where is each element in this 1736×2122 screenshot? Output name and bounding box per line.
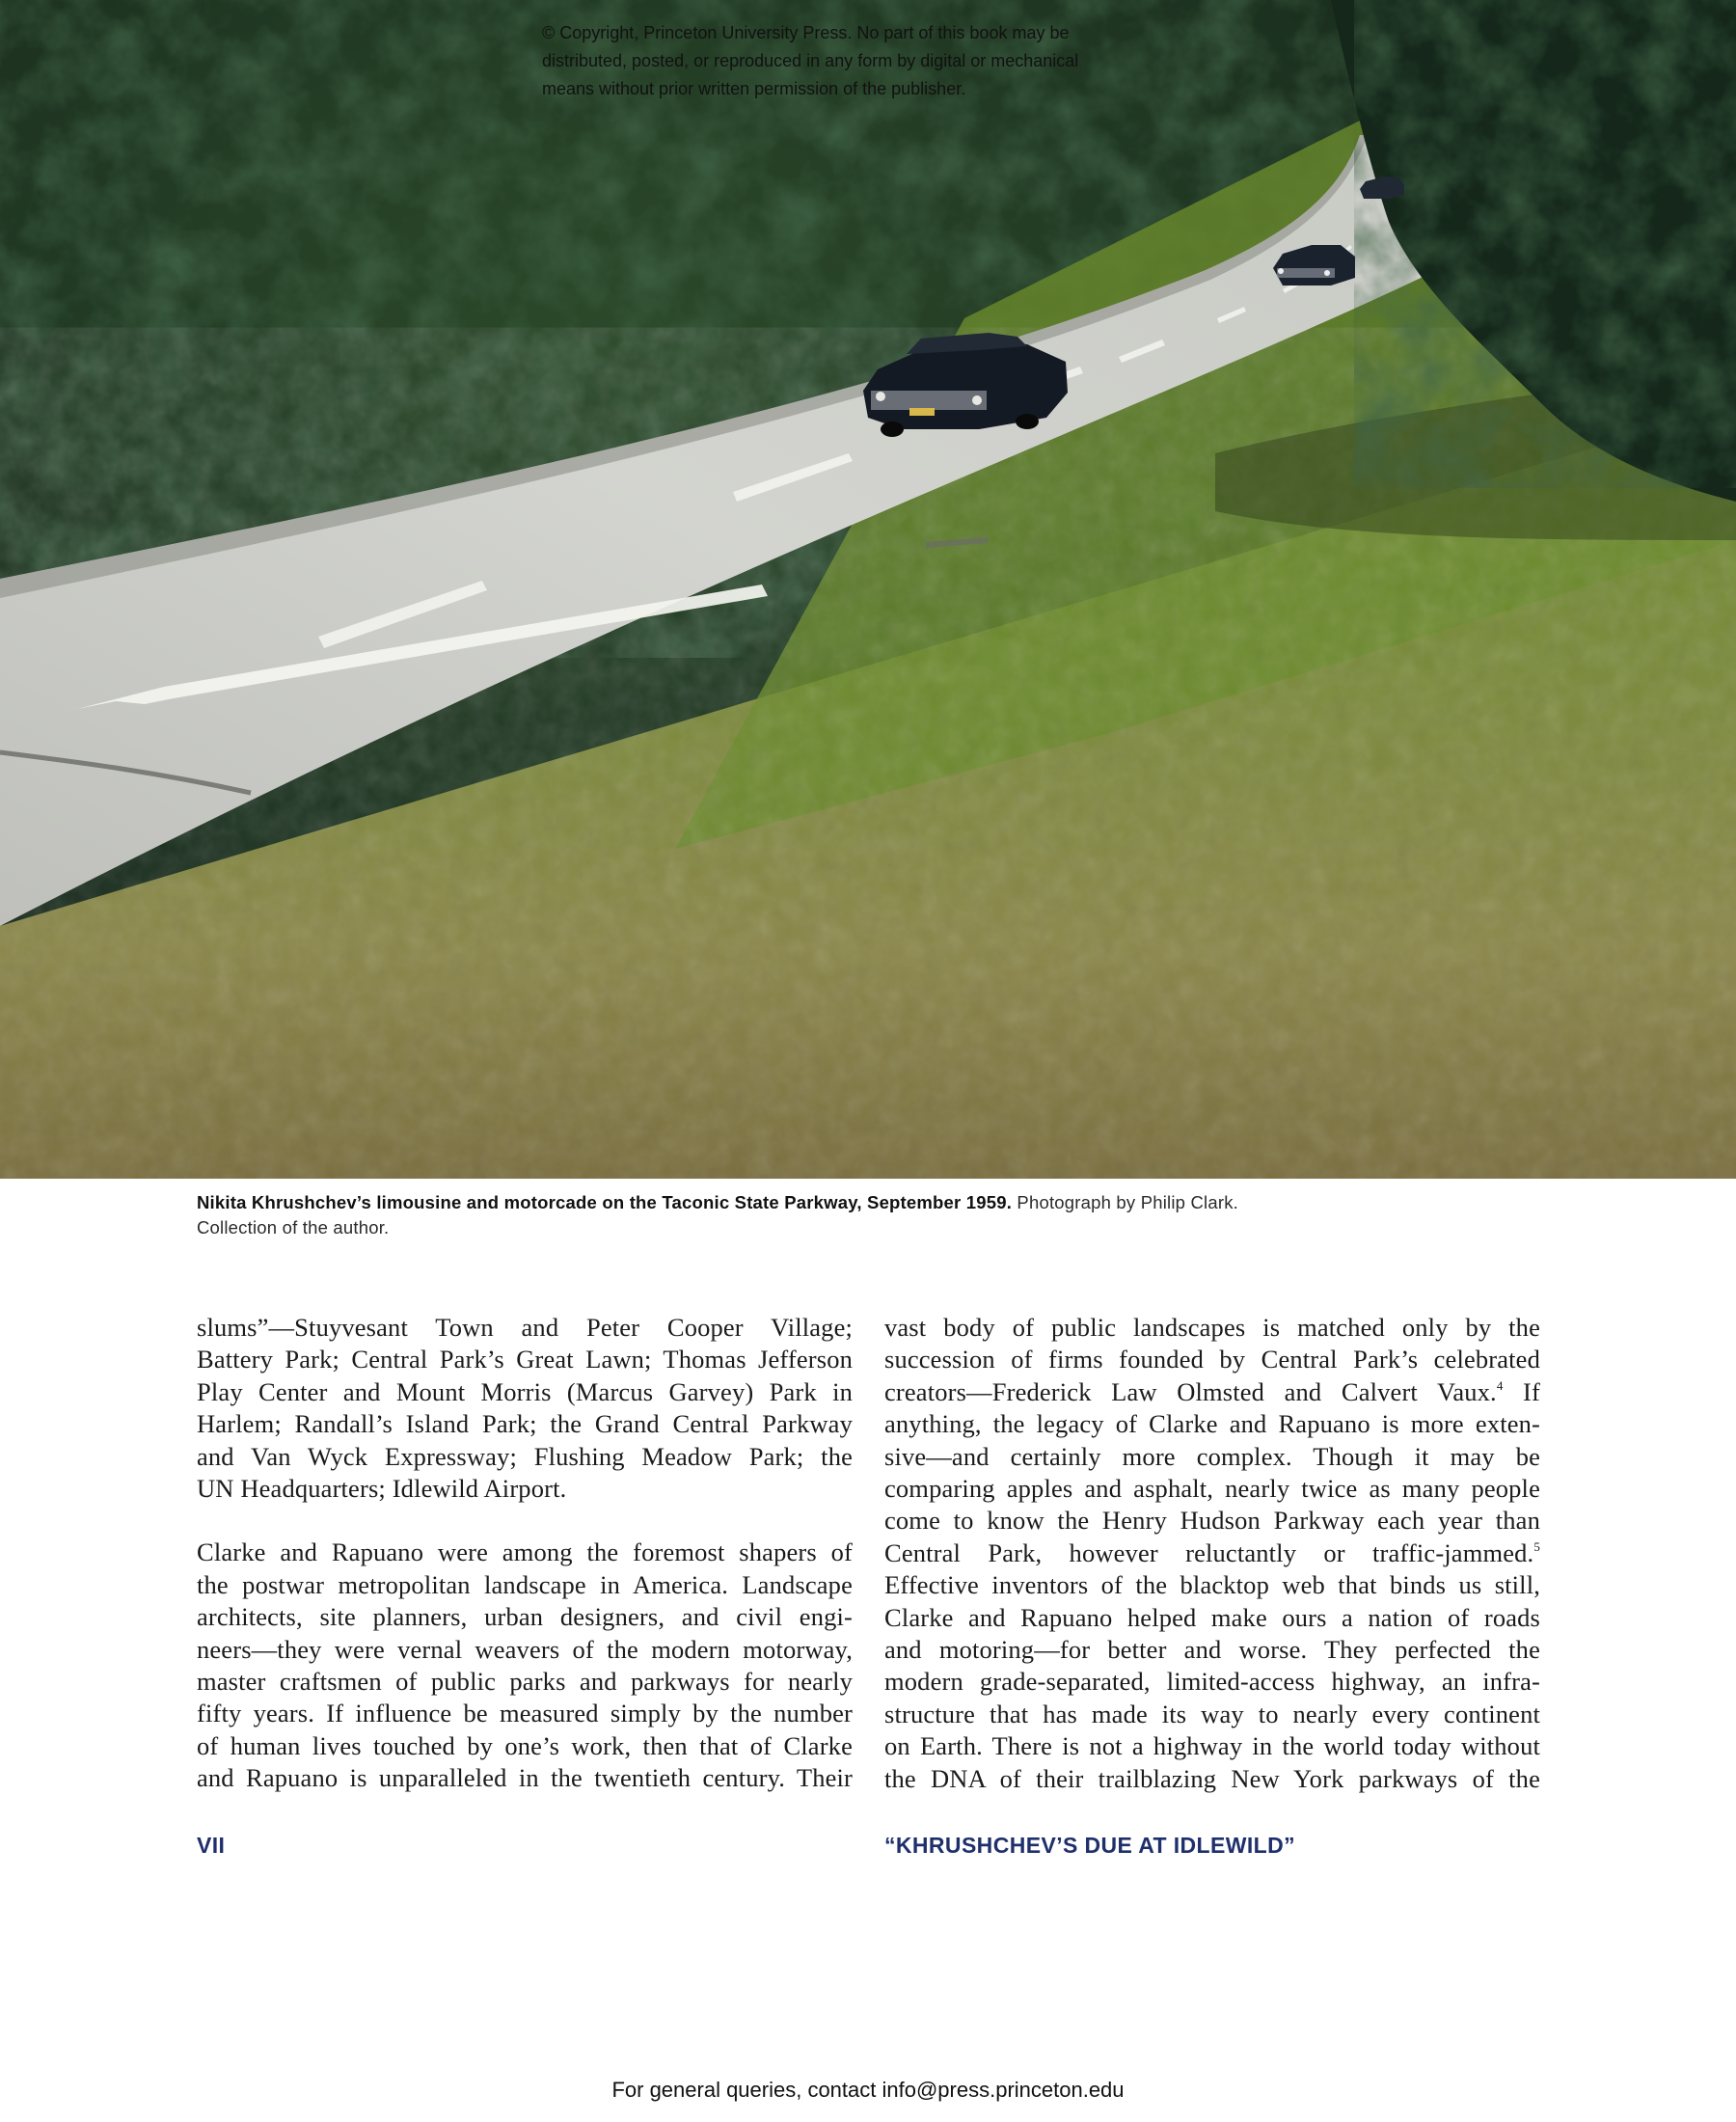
photo-caption (197, 1190, 1451, 1240)
text-line: Battery Park; Central Park’s Great Lawn; Thomas Jefferson (197, 1345, 853, 1374)
running-head: “KHRUSHCHEV’S DUE AT IDLEWILD” (884, 1833, 1295, 1858)
text-line: and Rapuano is unparalleled in the twentieth century. Their (197, 1763, 853, 1793)
text-line: anything, the legacy of Clarke and Rapuano is more exten- (884, 1409, 1540, 1439)
text-line: vast body of public landscapes is matched only by the (884, 1313, 1540, 1342)
text-line: on Earth. There is not a highway in the world today without (884, 1731, 1540, 1761)
text-line: of human lives touched by one’s work, then that of Clarke (197, 1730, 853, 1760)
text-line: Harlem; Randall’s Island Park; the Grand Central Parkway (197, 1409, 853, 1439)
caption-title: Nikita Khrushchev’s limousine and motorcade on the Taconic State Parkway, September 1959. (197, 1192, 1013, 1212)
footnote-ref-4[interactable]: 4 (1496, 1377, 1504, 1393)
text-run: Central Park, however reluctantly or traffic-jammed. (884, 1537, 1534, 1567)
text-line: slums”—Stuyvesant Town and Peter Cooper Village; (197, 1313, 853, 1342)
paragraph (197, 1537, 853, 1794)
caption-credit: Photograph by Philip Clark. (1012, 1192, 1239, 1212)
text-line: architects, site planners, urban designers, and civil engi- (197, 1602, 853, 1632)
text-line: succession of firms founded by Central Park’s celebrated (884, 1345, 1540, 1374)
copyright-line: © Copyright, Princeton University Press. No part of this book may be (542, 23, 1070, 42)
text-line: modern grade-separated, limited-access highway, an infra- (884, 1667, 1540, 1697)
text-line: UN Headquarters; Idlewild Airport. (197, 1474, 567, 1504)
text-line: the DNA of their trailblazing New York parkways of the (884, 1763, 1540, 1793)
text-line: and Van Wyck Expressway; Flushing Meadow Park; the (197, 1441, 853, 1471)
text-line: comparing apples and asphalt, nearly twice as many people (884, 1474, 1540, 1504)
text-line: structure that has made its way to nearly every continent (884, 1699, 1540, 1728)
text-line: and motoring—for better and worse. They perfected the (884, 1635, 1540, 1665)
text-line: the postwar metropolitan landscape in America. Landscape (197, 1569, 853, 1599)
copyright-watermark (542, 19, 1217, 103)
paragraph (884, 1312, 1540, 1795)
footnote-ref-5[interactable]: 5 (1533, 1538, 1540, 1554)
text-run: creators—Frederick Law Olmsted and Calvert Vaux. (884, 1376, 1497, 1406)
copyright-line: distributed, posted, or reproduced in any form by digital or mechanical (542, 51, 1079, 70)
paragraph (197, 1312, 853, 1505)
text-line: Clarke and Rapuano were among the foremost shapers of (197, 1537, 853, 1567)
text-line (884, 1376, 1540, 1408)
copyright-line: means without prior written permission of the publisher. (542, 79, 966, 98)
text-line: sive—and certainly more complex. Though it may be (884, 1441, 1540, 1471)
text-line: come to know the Henry Hudson Parkway each year than (884, 1506, 1540, 1536)
text-line: fifty years. If influence be measured simply by the number (197, 1699, 853, 1728)
text-run: If (1503, 1376, 1540, 1406)
text-line: master craftsmen of public parks and parkways for nearly (197, 1667, 853, 1697)
page-number: VII (197, 1833, 226, 1858)
text-line: Play Center and Mount Morris (Marcus Garvey) Park in (197, 1376, 853, 1406)
body-column-left (197, 1312, 853, 1795)
text-line: Effective inventors of the blacktop web that binds us still, (884, 1570, 1540, 1600)
text-line: Clarke and Rapuano helped make ours a nation of roads (884, 1602, 1540, 1632)
footer-contact: For general queries, contact info@press.princeton.edu (611, 2078, 1125, 2102)
body-column-right (884, 1312, 1540, 1795)
caption-collection: Collection of the author. (197, 1217, 390, 1238)
text-line: neers—they were vernal weavers of the modern motorway, (197, 1634, 853, 1664)
text-line (884, 1537, 1540, 1569)
